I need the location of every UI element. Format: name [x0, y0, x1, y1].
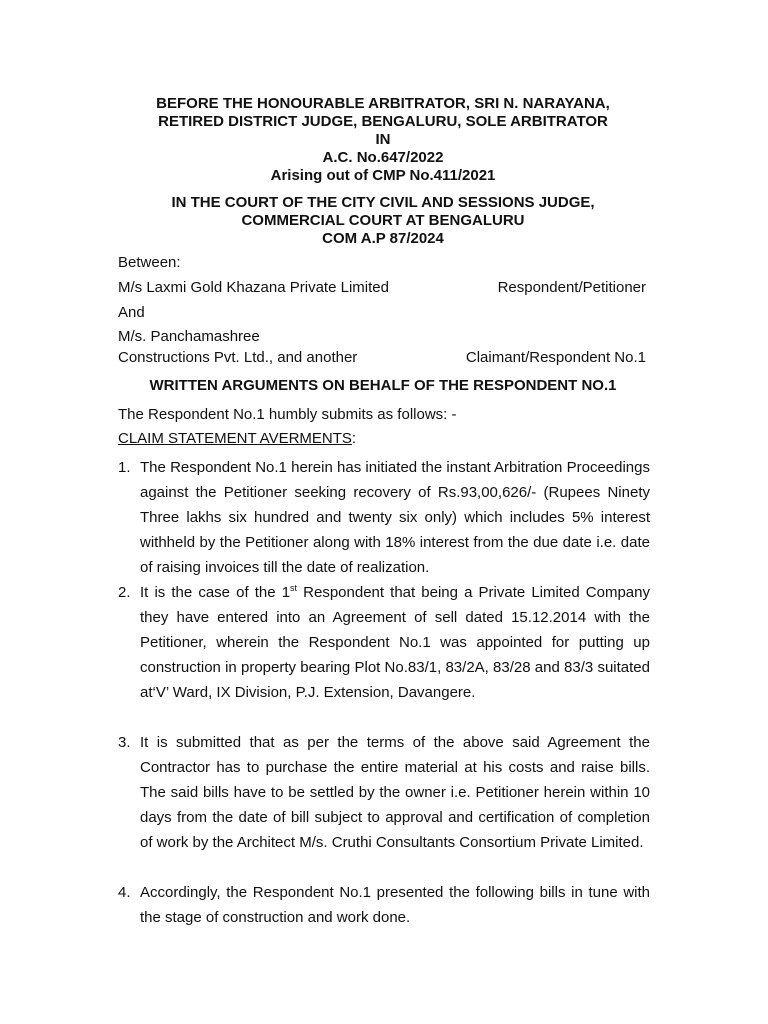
list-item [118, 730, 650, 855]
intro-text: The Respondent No.1 humbly submits as follows: - [118, 406, 457, 423]
between-label: Between: [118, 254, 181, 271]
heading-line: IN [375, 131, 391, 148]
item-text-part: Respondent that being a Private Limited Company they have entered into an Agreement of sell dated 15.12.2014 with the Petitioner, wherein the Respondent No.1 was appointed for putting up construction in property bearing Plot No.83/1, 83/2A, 83/28 and 83/3 suitated at‘V’ Ward, IX Division, P.J. Extension, Davangere. [140, 584, 650, 701]
party2-name-line1: M/s. Panchamashree [118, 328, 260, 345]
list-item [118, 580, 650, 705]
item-text: It is submitted that as per the terms of the above said Agreement the Contractor has to purchase the entire material at his costs and raise bills. The said bills have to be settled by the owner i.e. Petitioner herein within 10 days from the date of bill subject to approval and certification of completion of work by the Architect M/s. Cruthi Consultants Consortium Private Limited. [140, 734, 650, 851]
item-text: The Respondent No.1 herein has initiated the instant Arbitration Proceedings against the Petitioner seeking recovery of Rs.93,00,626/- (Rupees Ninety Three lakhs six hundred and twenty six only) which includes 5% interest withheld by the Petitioner along with 18% interest from the due date i.e. date of raising invoices till the date of realization. [140, 459, 650, 576]
list-item [118, 455, 650, 580]
com-ap-number: COM A.P 87/2024 [322, 230, 444, 247]
item-number: 2. [118, 584, 131, 601]
heading-line: COMMERCIAL COURT AT BENGALURU [241, 212, 525, 229]
arbitrator-heading [118, 95, 648, 185]
item-number: 1. [118, 459, 131, 476]
party2-name-line2: Constructions Pvt. Ltd., and another [118, 349, 358, 366]
ordinal-superscript: st [290, 583, 298, 593]
heading-line: RETIRED DISTRICT JUDGE, BENGALURU, SOLE ARBITRATOR [158, 113, 608, 130]
heading-line: IN THE COURT OF THE CITY CIVIL AND SESSIONS JUDGE, [171, 194, 595, 211]
cmp-reference: Arising out of CMP No.411/2021 [270, 167, 496, 184]
item-text-part: It is the case of the 1 [140, 584, 291, 601]
item-text [140, 580, 650, 705]
list-item [118, 880, 650, 930]
item-number: 3. [118, 734, 131, 751]
item-number: 4. [118, 884, 131, 901]
party2-role: Claimant/Respondent No.1 [465, 349, 646, 366]
party1-name: M/s Laxmi Gold Khazana Private Limited [118, 279, 389, 296]
section-heading [118, 430, 356, 448]
and-label: And [118, 304, 145, 321]
court-heading [118, 194, 648, 248]
case-number: A.C. No.647/2022 [322, 149, 444, 166]
section-heading-text: CLAIM STATEMENT AVERMENTS [118, 430, 352, 447]
section-heading-colon: : [351, 430, 357, 447]
party1-role: Respondent/Petitioner [497, 279, 646, 296]
item-text: Accordingly, the Respondent No.1 presented the following bills in tune with the stage of construction and work done. [140, 884, 650, 926]
document-title: WRITTEN ARGUMENTS ON BEHALF OF THE RESPONDENT NO.1 [149, 377, 617, 394]
heading-line: BEFORE THE HONOURABLE ARBITRATOR, SRI N. NARAYANA, [156, 95, 610, 112]
